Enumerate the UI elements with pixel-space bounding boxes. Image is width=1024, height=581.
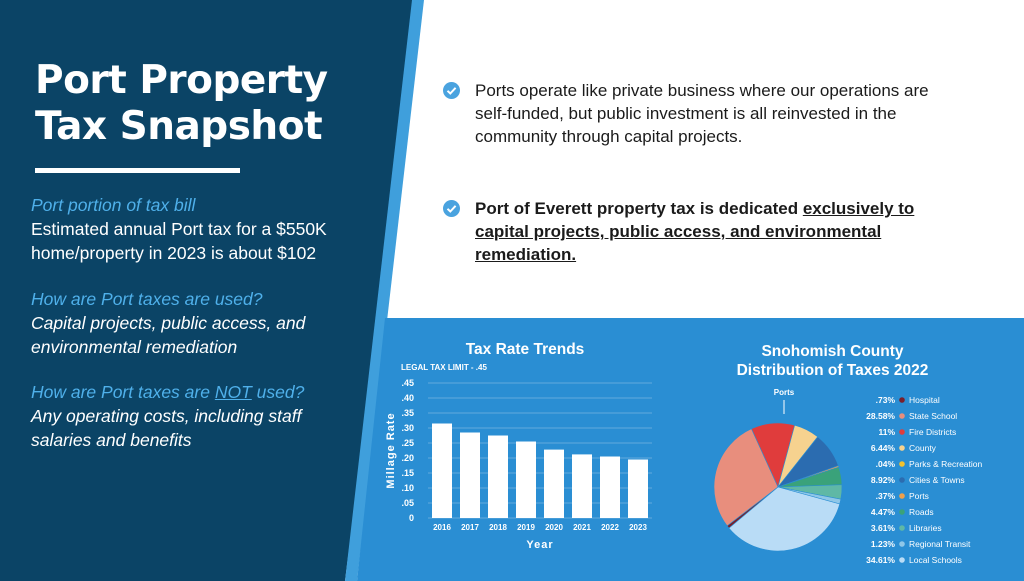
section-line: home/property in 2023 is about $102 <box>31 243 317 263</box>
check-icon <box>443 82 460 99</box>
y-axis-label: Millage Rate <box>385 412 397 489</box>
section-uses <box>31 287 361 359</box>
ports-callout: Ports <box>773 388 795 397</box>
legend-percent: 3.61% <box>870 523 895 533</box>
legend-label: County <box>909 443 936 453</box>
legend-percent: .73% <box>875 395 895 405</box>
y-tick-label: .35 <box>401 408 414 418</box>
y-tick-label: .30 <box>401 423 414 433</box>
y-tick-label: 0 <box>408 513 414 523</box>
bar <box>600 457 620 519</box>
bar <box>572 454 592 518</box>
legend-swatch <box>899 557 905 563</box>
legend-percent: 8.92% <box>870 475 895 485</box>
bar <box>488 436 508 519</box>
section-line: Estimated annual Port tax for a $550K <box>31 219 327 239</box>
legend-percent: 34.61% <box>866 555 895 565</box>
bar <box>628 460 648 519</box>
bullet-dedicated: Port of Everett property tax is dedicated exclusively to capital projects, public access, and environmental remediation. <box>443 197 983 266</box>
title-underline <box>35 168 240 173</box>
legend-label: Local Schools <box>909 555 962 565</box>
section-tax-bill <box>31 193 361 265</box>
bar <box>516 442 536 519</box>
page-title: Port Property Tax Snapshot <box>35 58 328 149</box>
legend-percent: 6.44% <box>870 443 895 453</box>
legend-label: State School <box>909 411 958 421</box>
legend-percent: 28.58% <box>866 411 895 421</box>
legend-label: Hospital <box>909 395 940 405</box>
legend-swatch <box>899 493 905 499</box>
y-tick-label: .45 <box>401 378 414 388</box>
legend-swatch <box>899 461 905 467</box>
legend-swatch <box>899 541 905 547</box>
y-tick-label: .05 <box>401 498 414 508</box>
section-heading: Port portion of tax bill <box>31 195 196 215</box>
x-tick-label: 2016 <box>433 523 451 532</box>
x-tick-label: 2017 <box>461 523 479 532</box>
legal-tax-limit-label: LEGAL TAX LIMIT - .45 <box>401 363 487 372</box>
legend-label: Cities & Towns <box>909 475 965 485</box>
legend-swatch <box>899 397 905 403</box>
section-not-used <box>31 380 361 452</box>
pie-chart-title: Snohomish County Distribution of Taxes 2022 <box>736 343 929 379</box>
legend-label: Fire Districts <box>909 427 957 437</box>
legend-label: Ports <box>909 491 929 501</box>
legend-percent: 4.47% <box>870 507 895 517</box>
x-tick-label: 2018 <box>489 523 507 532</box>
bar <box>432 424 452 519</box>
y-tick-label: .10 <box>401 483 414 493</box>
section-line: environmental remediation <box>31 337 238 357</box>
legend-label: Libraries <box>909 523 942 533</box>
legend-percent: 11% <box>878 427 895 437</box>
legend-swatch <box>899 445 905 451</box>
legend-label: Regional Transit <box>909 539 971 549</box>
bar-chart <box>380 355 670 555</box>
section-line: Any operating costs, including staff <box>31 406 302 426</box>
x-tick-label: 2021 <box>573 523 591 532</box>
section-heading: How are Port taxes are used? <box>31 289 263 309</box>
legend-percent: .04% <box>875 459 895 469</box>
y-tick-label: .25 <box>401 438 414 448</box>
legend-swatch <box>899 477 905 483</box>
y-tick-label: .40 <box>401 393 414 403</box>
legend-swatch <box>899 525 905 531</box>
legend-swatch <box>899 429 905 435</box>
check-icon <box>443 200 460 217</box>
legend-swatch <box>899 413 905 419</box>
bullet-self-funded: Ports operate like private business where our operations are self-funded, but public investment is all reinvested in the community through capital projects. <box>443 79 983 148</box>
section-line: salaries and benefits <box>31 430 192 450</box>
pie-chart <box>700 380 1024 575</box>
y-tick-label: .20 <box>401 453 414 463</box>
x-tick-label: 2019 <box>517 523 535 532</box>
section-line: Capital projects, public access, and <box>31 313 306 333</box>
x-tick-label: 2022 <box>601 523 619 532</box>
legend-label: Parks & Recreation <box>909 459 983 469</box>
bar <box>460 433 480 519</box>
legend-percent: .37% <box>875 491 895 501</box>
bar-chart-title: Tax Rate Trends <box>465 341 585 358</box>
legend-percent: 1.23% <box>870 539 895 549</box>
bar <box>544 450 564 518</box>
x-tick-label: 2023 <box>629 523 647 532</box>
legend-swatch <box>899 509 905 515</box>
x-tick-label: 2020 <box>545 523 563 532</box>
legend-label: Roads <box>909 507 934 517</box>
x-axis-label: Year <box>526 539 554 551</box>
y-tick-label: .15 <box>401 468 414 478</box>
section-heading: How are Port taxes are NOT used? <box>31 382 305 402</box>
